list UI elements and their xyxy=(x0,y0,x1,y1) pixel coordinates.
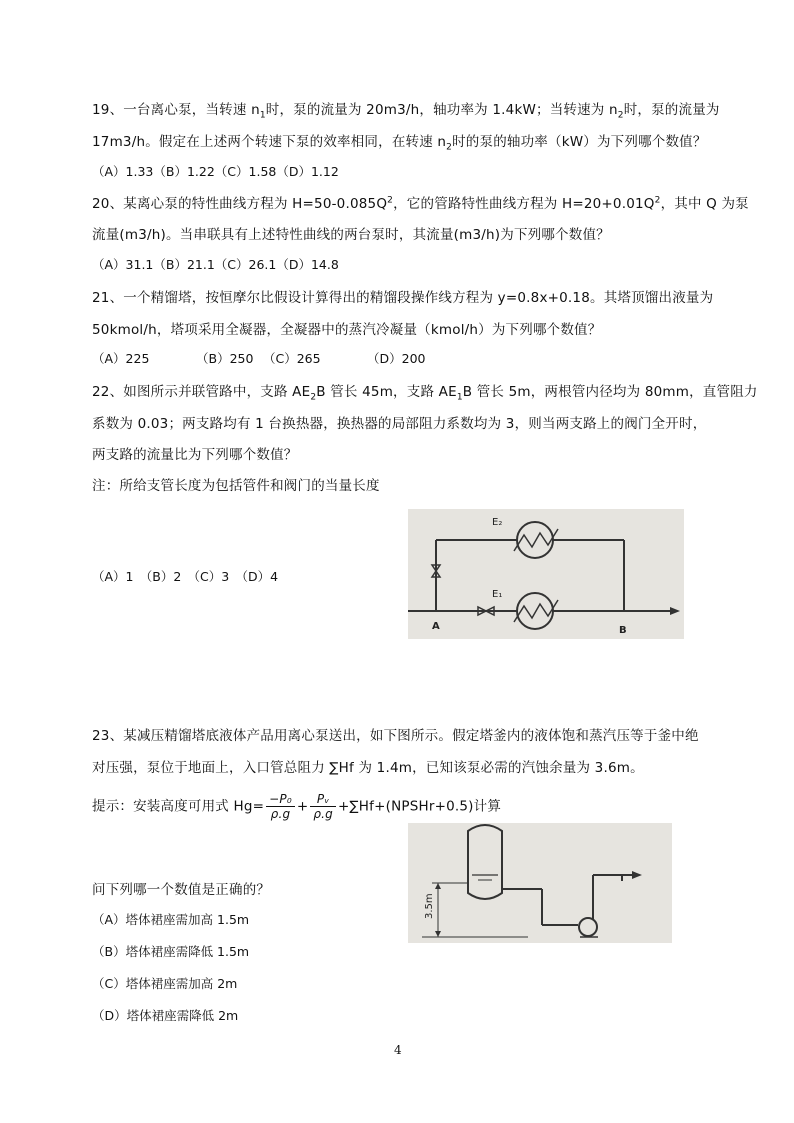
label-b: B xyxy=(619,625,627,636)
hint-fraction-2: $\frac{\text{Pᵥ}}{\rho.g}$ xyxy=(310,792,336,821)
q22-line2: 系数为 0.03；两支路均有 1 台换热器，换热器的局部阻力系数均为 3，则当两支路上的阀门全开时， xyxy=(92,416,707,432)
q23-line1: 23、某减压精馏塔底液体产品用离心泵送出，如下图所示。假定塔釜内的液体饱和蒸汽压等于釜中绝 xyxy=(92,728,699,744)
label-a: A xyxy=(432,621,440,632)
q22-line1: 22、如图所示并联管路中，支路 $AE_2B$ 管长 45m，支路 $AE_1B$ 管长 5m，两根管内径均为 80mm，直管阻力 xyxy=(92,384,758,403)
q23-line2: 对压强，泵位于地面上，入口管总阻力 ∑Hf 为 1.4m，已知该泵必需的汽蚀余量为 3.6m。 xyxy=(92,760,644,776)
parallel-pipe-diagram xyxy=(408,509,684,639)
heat-exchanger-e1-icon xyxy=(517,593,553,629)
q22-note: 注：所给支管长度为包括管件和阀门的当量长度 xyxy=(92,478,380,494)
label-height: 3.5m xyxy=(424,893,435,919)
q23-option-b: （B）塔体裙座需降低 1.5m xyxy=(92,944,250,959)
page-number: 4 xyxy=(394,1043,402,1057)
hint-fraction-1: $\frac{\text{−P₀}}{\rho.g}$ xyxy=(266,792,295,821)
q21-line2: 50kmol/h，塔项采用全凝器，全凝器中的蒸汽冷凝量（kmol/h）为下列哪个数值？ xyxy=(92,322,602,338)
q23-hint: 提示：安装高度可用式 Hg= $\frac{\text{−P₀}}{\rho.g}$ + $\frac{\text{Pᵥ}}{\rho.g}$ +∑Hf+(NPSHr+0.5)计算 xyxy=(92,792,502,821)
q19-options: （A）1.33（B）1.22（C）1.58（D）1.12 xyxy=(92,164,339,179)
q19-line1: 19、一台离心泵，当转速 $n_1$时，泵的流量为 20m3/h，轴功率为 1.4kW；当转速为 $n_2$时，泵的流量为 xyxy=(92,102,720,121)
q21-option-b: （B）250 xyxy=(196,351,254,366)
q22-line3: 两支路的流量比为下列哪个数值？ xyxy=(92,447,298,463)
column-pump-figure xyxy=(408,823,672,943)
label-e1: E₁ xyxy=(492,589,503,600)
q23-option-d: （D）塔体裙座需降低 2m xyxy=(92,1008,239,1023)
distillation-column-icon xyxy=(468,825,502,899)
q23-option-a: （A）塔体裙座需加高 1.5m xyxy=(92,912,250,927)
q20-options: （A）31.1（B）21.1（C）26.1（D）14.8 xyxy=(92,257,339,272)
column-pump-diagram xyxy=(408,823,672,943)
label-e2: E₂ xyxy=(492,517,503,528)
q22-options: （A）1 （B）2 （C）3 （D）4 xyxy=(92,569,279,584)
q21-option-c: （C）265 xyxy=(263,351,321,366)
q20-line1: 20、某离心泵的特性曲线方程为 $H=50-0.085Q^2$，它的管路特性曲线方程为 $H=20+0.01Q^2$，其中 Q 为泵 xyxy=(92,195,749,212)
heat-exchanger-e2-icon xyxy=(517,522,553,558)
q21-option-a: （A）225 xyxy=(92,351,150,366)
q21-option-d: （D）200 xyxy=(367,351,426,366)
parallel-pipe-figure xyxy=(408,509,684,639)
q20-line2: 流量(m3/h)。当串联具有上述特性曲线的两台泵时，其流量(m3/h)为下列哪个数值？ xyxy=(92,227,610,243)
q23-question: 问下列哪一个数值是正确的？ xyxy=(92,882,271,898)
q21-line1: 21、一个精馏塔，按恒摩尔比假设计算得出的精馏段操作线方程为 y=0.8x+0.18。其塔顶馏出液量为 xyxy=(92,290,714,306)
q23-option-c: （C）塔体裙座需加高 2m xyxy=(92,976,238,991)
q19-line2: 17m3/h。假定在上述两个转速下泵的效率相同，在转速 $n_2$时的泵的轴功率（kW）为下列哪个数值？ xyxy=(92,134,707,153)
pump-icon xyxy=(579,918,597,936)
